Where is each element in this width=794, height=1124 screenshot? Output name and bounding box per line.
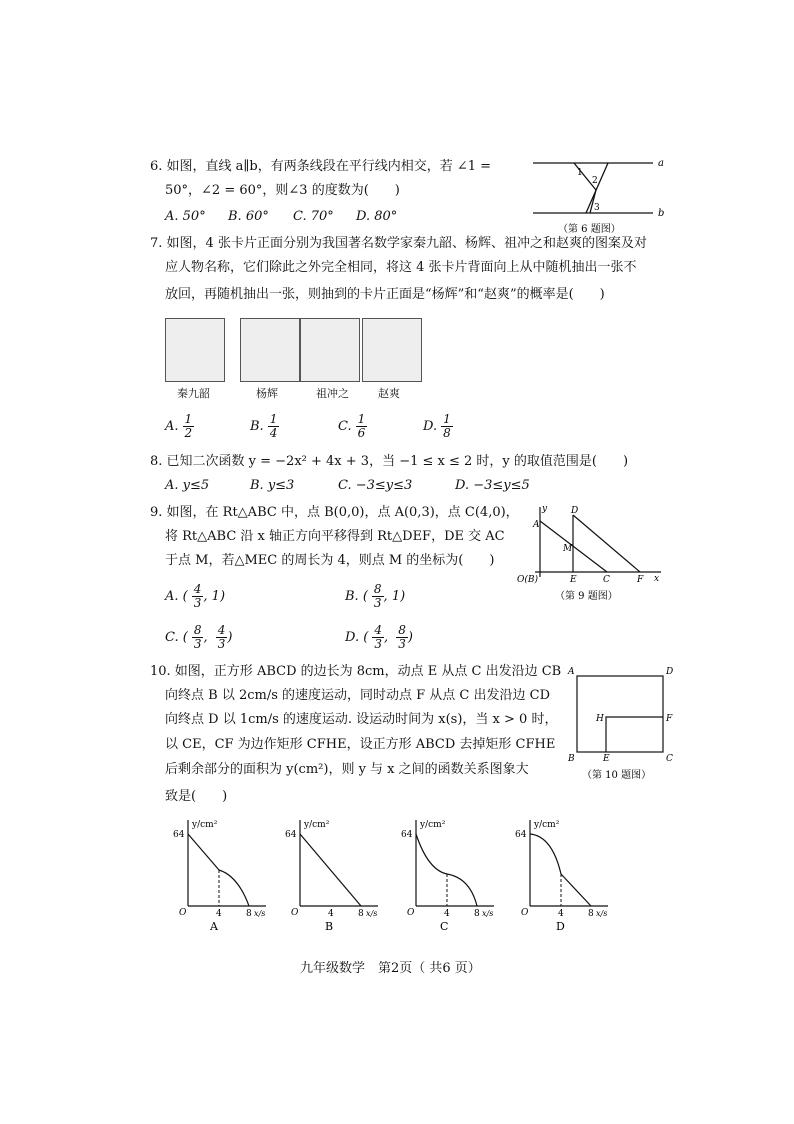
- q7-option-a: A. $\frac{1}{2}$: [165, 412, 193, 440]
- q9-label-c: C: [603, 575, 610, 585]
- q10-graph-b-xmid: 4: [328, 909, 334, 919]
- q10-label-f: F: [666, 714, 673, 724]
- q10-label-a: A: [568, 667, 575, 677]
- q10-graph-d-xend: 8: [588, 909, 594, 919]
- q10-graph-a-xend: 8: [246, 909, 252, 919]
- q6-figure: [528, 155, 668, 240]
- portrait-yang-hui: [240, 318, 300, 382]
- q10-graph-b-xunit: x/s: [366, 909, 378, 918]
- q7-line3: 放回，再随机抽出一张，则抽到的卡片正面是“杨辉”和“赵爽”的概率是( ): [165, 287, 605, 302]
- q9-option-a: A. ( $\frac{4}{3}$ , 1): [165, 582, 226, 610]
- q8-option-a: A. y≤5: [165, 478, 210, 493]
- q10-label-d: D: [666, 667, 674, 677]
- q10-graph-b: [282, 812, 382, 937]
- q6-option-b: B. 60°: [228, 209, 269, 224]
- q7-line1: 7. 如图，4 张卡片正面分别为我国著名数学家秦九韶、杨辉、祖冲之和赵爽的图案及对: [150, 236, 647, 251]
- q7-option-c: C. $\frac{1}{6}$: [338, 412, 366, 440]
- q9-line3: 于点 M，若△MEC 的周长为 4，则点 M 的坐标为( ): [165, 553, 495, 568]
- q10-figure: [562, 660, 682, 785]
- q10-graph-c-xunit: x/s: [482, 909, 494, 918]
- q10-graph-a-ylabel: y/cm²: [192, 820, 218, 830]
- q10-graph-a-label: A: [210, 920, 218, 933]
- q9-label-y: y: [542, 504, 548, 514]
- q6-option-a: A. 50°: [165, 209, 206, 224]
- q10-graph-b-origin: O: [291, 908, 299, 918]
- q10-graph-d-y0: 64: [515, 830, 527, 840]
- q10-graph-c-xmid: 4: [444, 909, 450, 919]
- q6-label-a: a: [658, 158, 664, 169]
- q10-graph-d: [512, 812, 612, 937]
- name-yang-hui: 杨辉: [256, 387, 278, 400]
- q10-graph-a-origin: O: [179, 908, 187, 918]
- q10-graph-b-ylabel: y/cm²: [304, 820, 330, 830]
- q6-option-c: C. 70°: [293, 209, 334, 224]
- q10-graph-c-ylabel: y/cm²: [420, 820, 446, 830]
- q10-line6: 致是( ): [165, 789, 228, 804]
- q9-line2: 将 Rt△ABC 沿 x 轴正方向平移得到 Rt△DEF，DE 交 AC: [165, 529, 505, 544]
- page-footer: 九年级数学 第2页（ 共6 页）: [300, 961, 481, 976]
- q10-line5: 后剩余部分的面积为 y(cm²)，则 y 与 x 之间的函数关系图象大: [165, 762, 529, 777]
- q10-graph-c-xend: 8: [474, 909, 480, 919]
- q8-option-b: B. y≤3: [250, 478, 295, 493]
- name-zhao-shuang: 赵爽: [378, 387, 400, 400]
- q10-graph-c: [398, 812, 498, 937]
- portrait-zhao-shuang: [362, 318, 422, 382]
- q10-line4: 以 CE，CF 为边作矩形 CFHE，设正方形 ABCD 去掉矩形 CFHE: [165, 737, 556, 752]
- q6-line2: 50°，∠2 = 60°，则∠3 的度数为( ): [165, 183, 400, 198]
- q10-caption: （第 10 题图）: [582, 770, 652, 781]
- q9-option-d: D. ( $\frac{4}{3}$ , $\frac{8}{3}$ ): [345, 623, 413, 651]
- q10-graph-c-y0: 64: [401, 830, 413, 840]
- q10-graph-d-xmid: 4: [558, 909, 564, 919]
- portrait-qin-jiushao: [165, 318, 225, 382]
- q10-line2: 向终点 B 以 2cm/s 的速度运动，同时动点 F 从点 C 出发沿边 CD: [165, 688, 551, 703]
- q6-label-angle3: 3: [594, 203, 600, 213]
- q10-graph-a-xmid: 4: [216, 909, 222, 919]
- q10-label-e: E: [603, 754, 610, 764]
- q9-figure: [513, 503, 663, 603]
- q9-label-x: x: [654, 574, 660, 584]
- q9-caption: （第 9 题图）: [555, 591, 618, 602]
- q10-line1: 10. 如图，正方形 ABCD 的边长为 8cm，动点 E 从点 C 出发沿边 CB: [150, 664, 562, 679]
- q10-graph-b-xend: 8: [358, 909, 364, 919]
- q8-option-c: C. −3≤y≤3: [338, 478, 413, 493]
- q10-label-h: H: [596, 714, 604, 724]
- q9-line1: 9. 如图，在 Rt△ABC 中，点 B(0,0)，点 A(0,3)，点 C(4,0)，: [150, 505, 519, 520]
- q10-graph-c-origin: O: [407, 908, 415, 918]
- q10-graph-a-xunit: x/s: [254, 909, 266, 918]
- q9-label-f: F: [637, 575, 644, 585]
- q10-graph-c-label: C: [440, 920, 449, 933]
- q10-graph-d-ylabel: y/cm²: [534, 820, 560, 830]
- q10-graph-a-y0: 64: [173, 830, 185, 840]
- q6-label-b: b: [658, 208, 665, 219]
- name-zu-chongzhi: 祖冲之: [316, 387, 349, 400]
- q6-line1: 6. 如图，直线 a∥b，有两条线段在平行线内相交，若 ∠1 =: [150, 159, 492, 174]
- q10-graph-d-label: D: [556, 920, 565, 933]
- q10-label-b: B: [568, 754, 575, 764]
- portrait-zu-chongzhi: [300, 318, 360, 382]
- q9-label-e: E: [570, 575, 577, 585]
- q6-label-angle2: 2: [592, 176, 598, 186]
- q10-graph-d-origin: O: [521, 908, 529, 918]
- q8-line1: 8. 已知二次函数 y = −2x² + 4x + 3，当 −1 ≤ x ≤ 2 时，y 的取值范围是( ): [150, 454, 629, 469]
- q10-graph-b-label: B: [325, 920, 334, 933]
- q6-label-angle1: 1: [577, 168, 583, 178]
- q9-label-a: A: [533, 520, 540, 530]
- q7-option-b: B. $\frac{1}{4}$: [250, 412, 278, 440]
- q6-option-d: D. 80°: [356, 209, 398, 224]
- q10-graph-b-y0: 64: [285, 830, 297, 840]
- q9-option-c: C. ( $\frac{8}{3}$ , $\frac{4}{3}$ ): [165, 623, 233, 651]
- q7-line2: 应人物名称，它们除此之外完全相同，将这 4 张卡片背面向上从中随机抽出一张不: [165, 260, 637, 275]
- name-qin-jiushao: 秦九韶: [177, 387, 210, 400]
- q10-graph-d-xunit: x/s: [596, 909, 608, 918]
- q8-option-d: D. −3≤y≤5: [455, 478, 530, 493]
- q10-label-c: C: [666, 754, 673, 764]
- q9-label-o: O(B): [517, 575, 539, 585]
- q10-line3: 向终点 D 以 1cm/s 的速度运动. 设运动时间为 x(s)，当 x > 0 时，: [165, 712, 558, 727]
- q9-label-m: M: [563, 544, 573, 554]
- q10-graph-a: [170, 812, 270, 937]
- q9-label-d: D: [571, 506, 579, 516]
- q7-option-d: D. $\frac{1}{8}$: [423, 412, 451, 440]
- q6-caption: （第 6 题图）: [558, 224, 621, 235]
- q9-option-b: B. ( $\frac{8}{3}$ , 1): [345, 582, 406, 610]
